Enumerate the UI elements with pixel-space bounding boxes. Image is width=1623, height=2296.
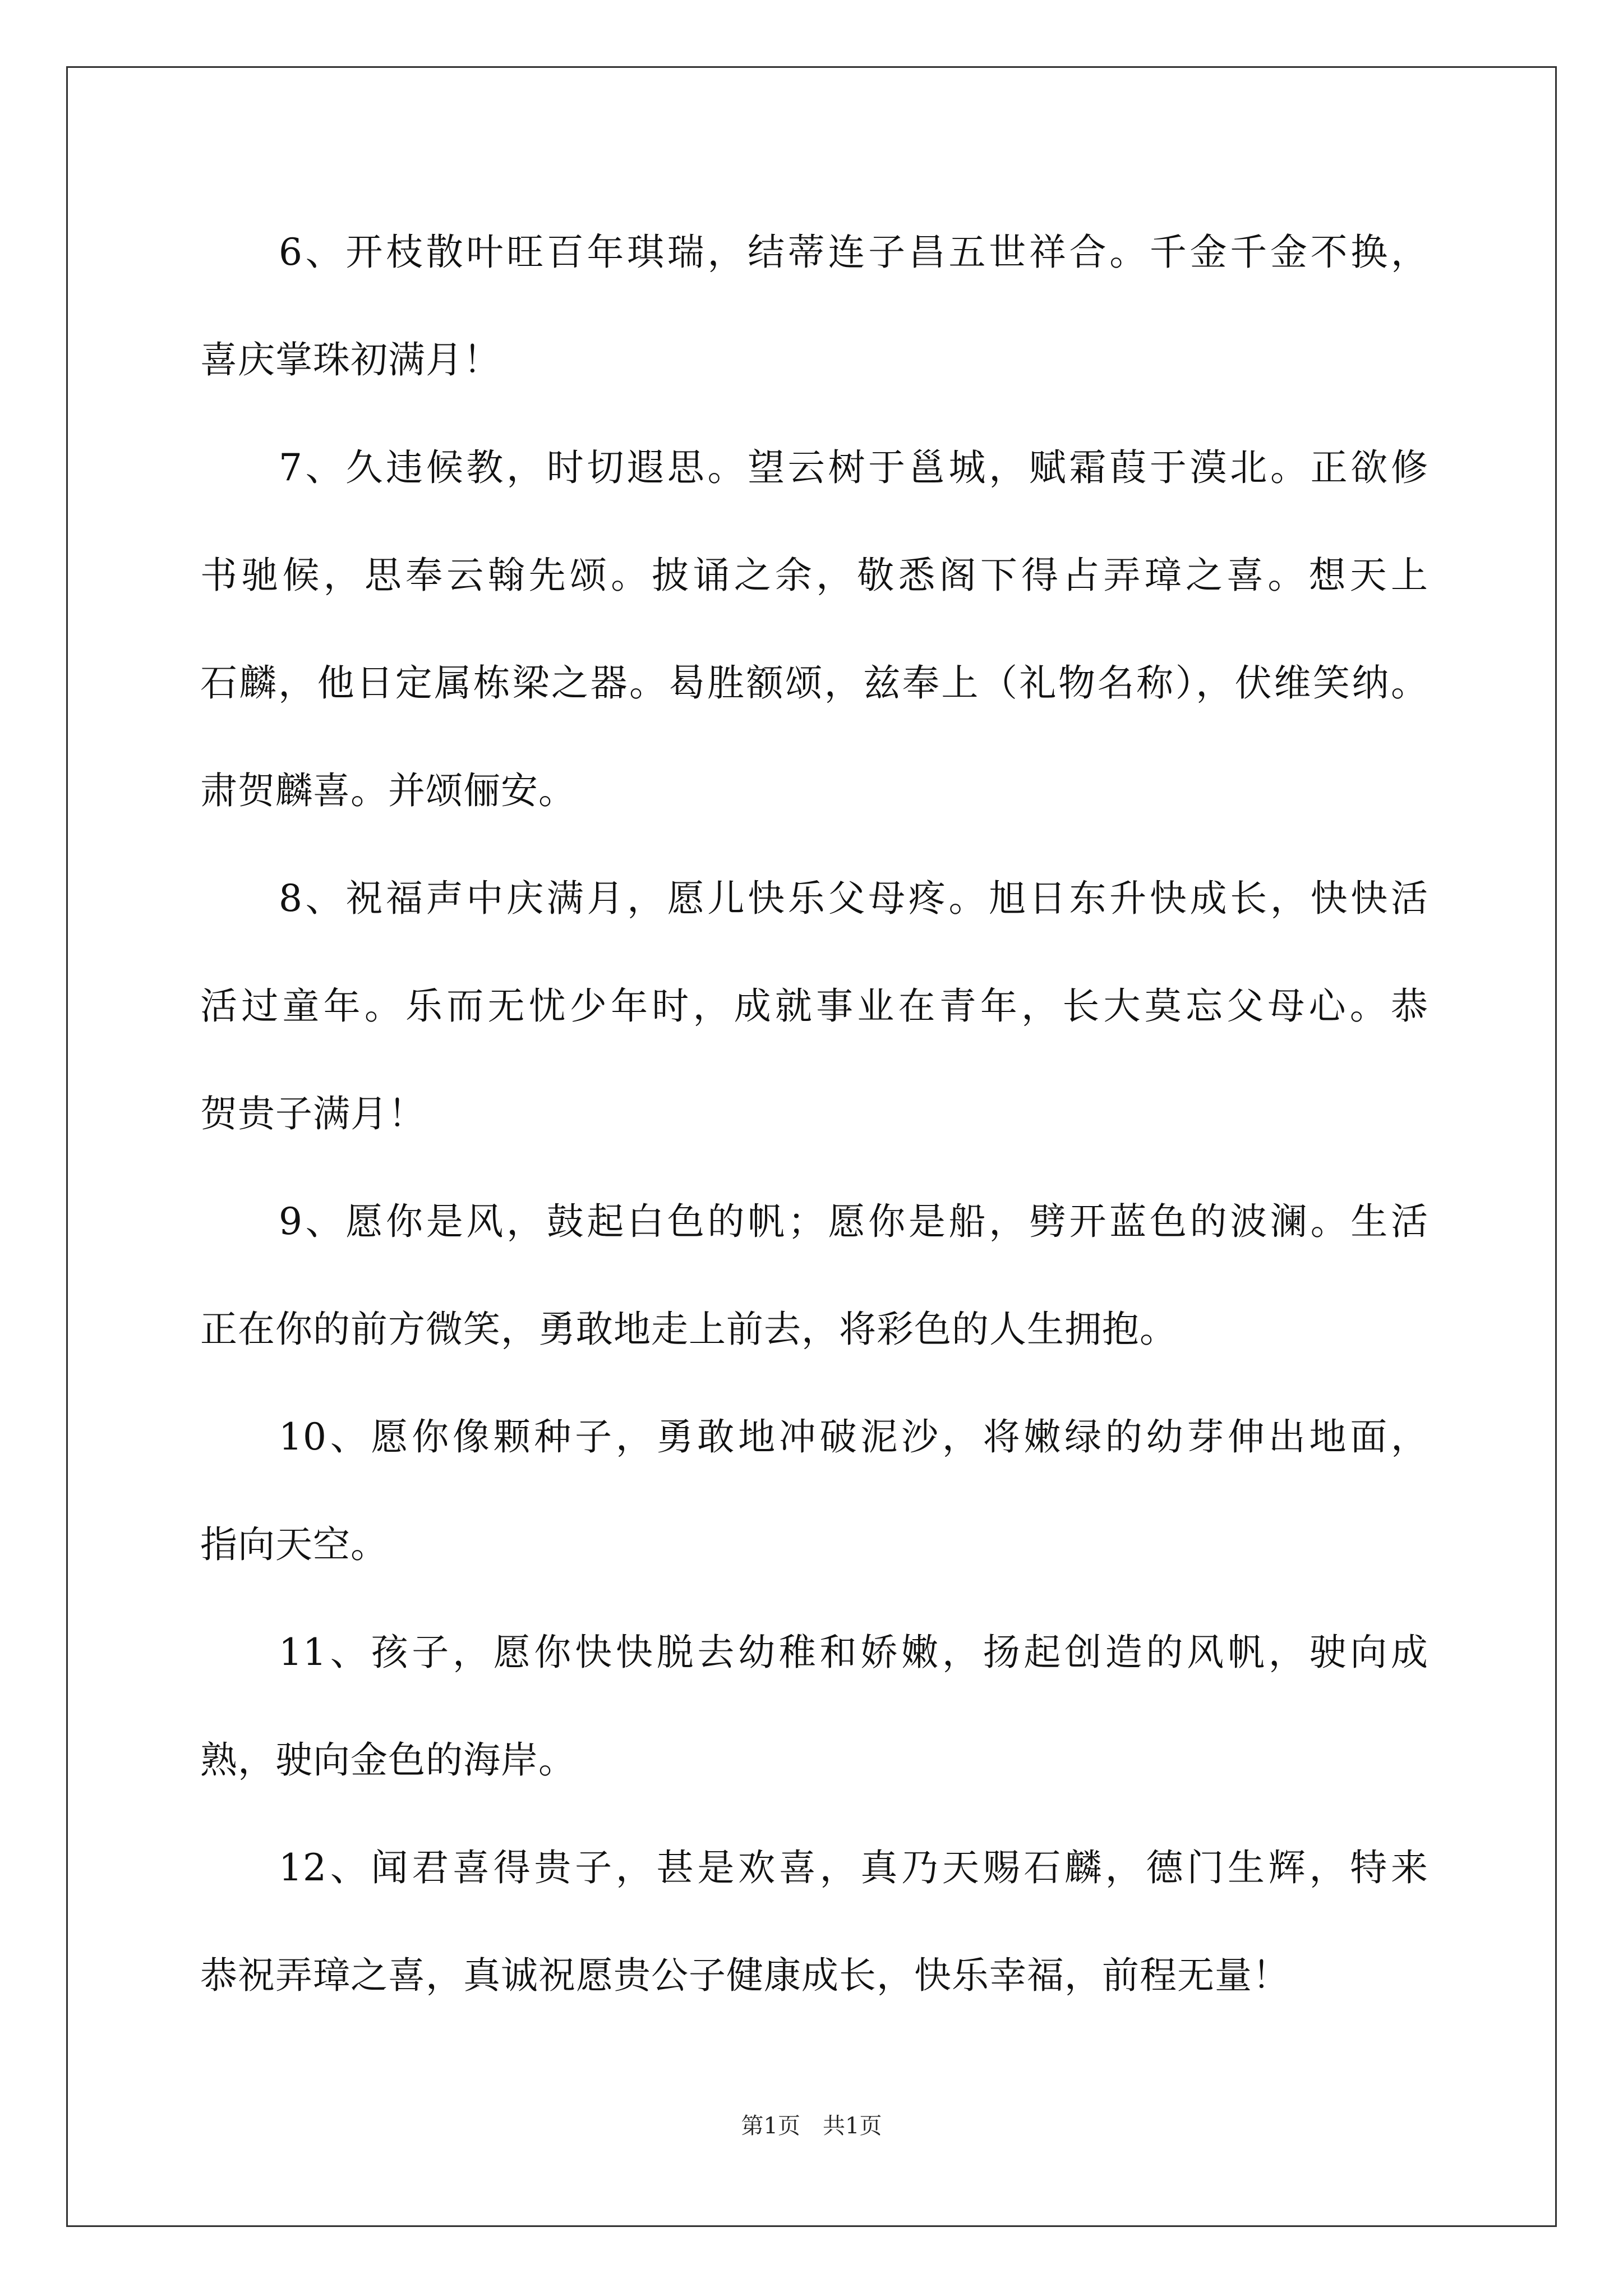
paragraph-7-line-2: 书驰候，思奉云翰先颂。披诵之余，敬悉阁下得占弄璋之喜。想天上 [200,554,1428,597]
paragraph-10-line-1: 10、愿你像颗种子，勇敢地冲破泥沙，将嫩绿的幼芽伸出地面， [279,1415,1428,1458]
paragraph-7-line-4: 肃贺麟喜。并颂俪安。 [200,769,576,812]
paragraph-11-line-1: 11、孩子，愿你快快脱去幼稚和娇嫩，扬起创造的风帆，驶向成 [279,1631,1428,1674]
paragraph-8-line-1: 8、祝福声中庆满月，愿儿快乐父母疼。旭日东升快成长，快快活 [279,877,1428,920]
paragraph-10-line-2: 指向天空。 [200,1523,388,1566]
paragraph-11-line-2: 熟，驶向金色的海岸。 [200,1738,576,1782]
paragraph-7-line-3: 石麟，他日定属栋梁之器。曷胜额颂，兹奉上（礼物名称），伏维笑纳。 [200,661,1428,705]
paragraph-8-line-3: 贺贵子满月！ [200,1092,426,1135]
paragraph-7-line-1: 7、久违候教，时切遐思。望云树于邕城，赋霜葭于漠北。正欲修 [279,446,1428,489]
page-footer: 第1页 共1页 [741,2113,882,2139]
paragraph-12-line-2: 恭祝弄璋之喜，真诚祝愿贵公子健康成长，快乐幸福，前程无量！ [200,1954,1290,1997]
paragraph-12-line-1: 12、闻君喜得贵子，甚是欢喜，真乃天赐石麟，德门生辉，特来 [279,1846,1428,1889]
paragraph-8-line-2: 活过童年。乐而无忧少年时，成就事业在青年，长大莫忘父母心。恭 [200,984,1428,1028]
paragraph-6-line-1: 6、开枝散叶旺百年琪瑞，结蒂连子昌五世祥合。千金千金不换， [279,231,1428,274]
paragraph-6-line-2: 喜庆掌珠初满月！ [200,338,501,381]
page-border [66,66,1557,2227]
paragraph-9-line-1: 9、愿你是风，鼓起白色的帆；愿你是船，劈开蓝色的波澜。生活 [279,1200,1428,1243]
paragraph-9-line-2: 正在你的前方微笑，勇敢地走上前去，将彩色的人生拥抱。 [200,1308,1177,1351]
